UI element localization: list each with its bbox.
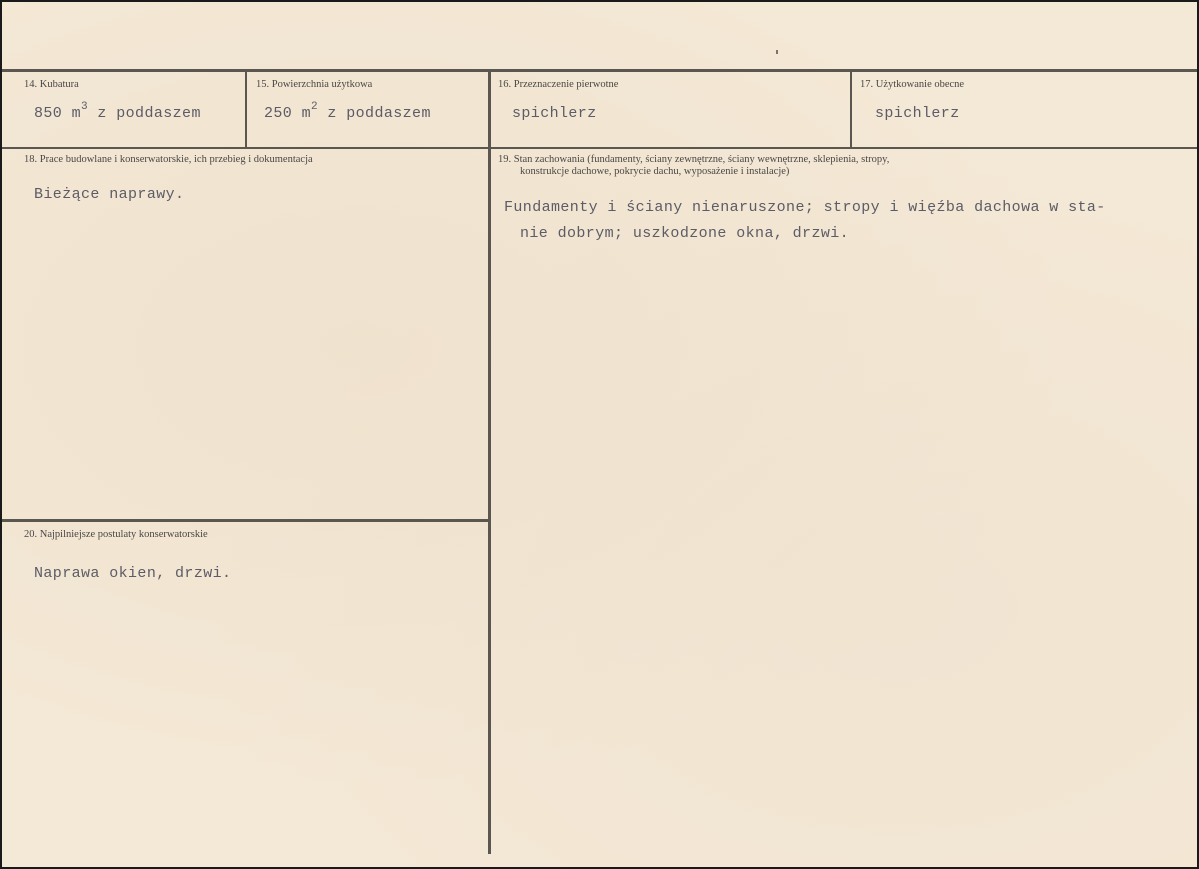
column-divider-16-17 bbox=[850, 69, 852, 148]
field-15-label: 15. Powierzchnia użytkowa bbox=[256, 79, 373, 90]
column-divider-main bbox=[488, 69, 491, 854]
inventory-card bbox=[2, 2, 1197, 867]
field-17-label: 17. Użytkowanie obecne bbox=[860, 79, 965, 90]
field-15-rest: z poddaszem bbox=[318, 105, 431, 122]
field-16-value: spichlerz bbox=[512, 105, 597, 122]
field-19-value-line-1: Fundamenty i ściany nienaruszone; stropy i więźba dachowa w sta- bbox=[504, 199, 1106, 216]
ink-mark bbox=[776, 50, 778, 54]
field-14-rest: z poddaszem bbox=[88, 105, 201, 122]
field-14-number: 850 m bbox=[34, 105, 82, 122]
field-14-value bbox=[34, 103, 201, 126]
column-divider-14-15 bbox=[245, 69, 247, 148]
field-18-label: 18. Prace budowlane i konserwatorskie, ich przebieg i dokumentacja bbox=[24, 154, 313, 165]
top-rule bbox=[2, 69, 1197, 72]
field-20-value: Naprawa okien, drzwi. bbox=[34, 565, 232, 582]
field-19-value-line-2: nie dobrym; uszkodzone okna, drzwi. bbox=[520, 225, 850, 242]
field-19-label-line-2: konstrukcje dachowe, pokrycie dachu, wyposażenie i instalacje) bbox=[520, 166, 790, 177]
field-20-label: 20. Najpilniejsze postulaty konserwatorskie bbox=[24, 529, 208, 540]
field-15-unit-exponent: 2 bbox=[311, 101, 319, 113]
field-18-value: Bieżące naprawy. bbox=[34, 186, 185, 203]
field-15-value bbox=[264, 103, 431, 126]
row-divider bbox=[2, 147, 1197, 149]
field-17-value: spichlerz bbox=[875, 105, 960, 122]
field-14-unit-exponent: 3 bbox=[81, 101, 89, 113]
section-divider bbox=[2, 519, 490, 522]
field-14-label: 14. Kubatura bbox=[24, 79, 79, 90]
field-16-label: 16. Przeznaczenie pierwotne bbox=[498, 79, 619, 90]
field-15-number: 250 m bbox=[264, 105, 312, 122]
field-19-label-line-1: 19. Stan zachowania (fundamenty, ściany zewnętrzne, ściany wewnętrzne, sklepienia, stropy, bbox=[498, 154, 890, 165]
